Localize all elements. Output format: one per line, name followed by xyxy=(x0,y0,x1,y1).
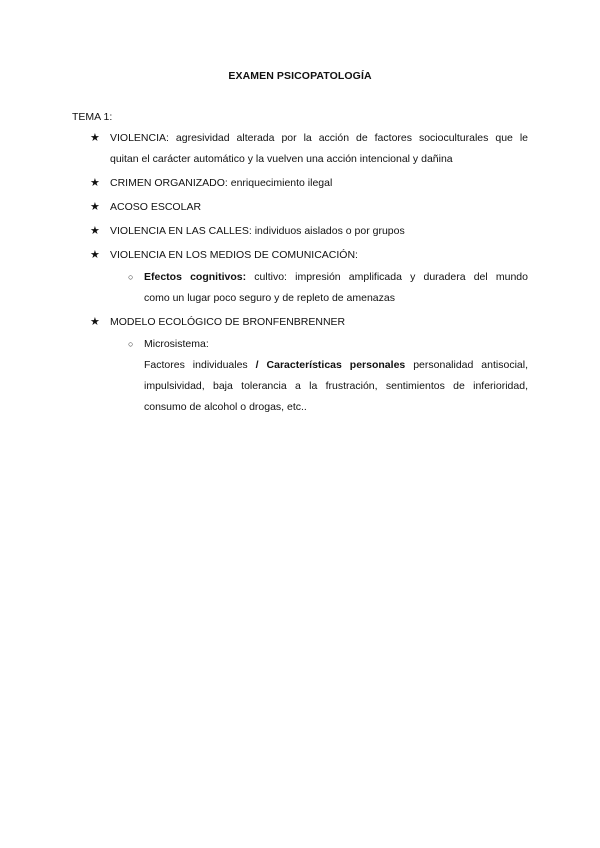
sub-item-bold-term: Efectos cognitivos: xyxy=(144,271,247,283)
sub-item-label: Microsistema: xyxy=(144,338,209,350)
sub-item-line: impulsividad, baja tolerancia a la frustración, sentimientos de inferioridad, xyxy=(144,380,528,392)
list-item-calles xyxy=(90,221,528,242)
list-item-text: VIOLENCIA EN LAS CALLES: individuos aislados o por grupos xyxy=(110,225,405,237)
list-item-medios xyxy=(90,245,528,309)
star-bullet-icon: ★ xyxy=(90,316,100,328)
sub-item-text: cultivo: impresión amplificada y duradera del mundo xyxy=(254,271,528,283)
list-item-bronfenbrenner xyxy=(90,312,528,418)
list-item-violencia xyxy=(90,128,528,170)
sub-item-text: personalidad antisocial, xyxy=(413,359,528,371)
list-item-acoso xyxy=(90,197,528,218)
sub-item-line: consumo de alcohol o drogas, etc.. xyxy=(144,401,307,413)
sub-item-line: como un lugar poco seguro y de repleto de amenazas xyxy=(144,292,395,304)
sub-item-efectos xyxy=(110,267,528,309)
star-bullet-icon: ★ xyxy=(90,177,100,189)
star-bullet-icon: ★ xyxy=(90,249,100,261)
sub-list xyxy=(110,267,528,309)
star-bullet-icon: ★ xyxy=(90,225,100,237)
list-item-text: CRIMEN ORGANIZADO: enriquecimiento ilegal xyxy=(110,177,333,189)
sub-item-text: Factores individuales xyxy=(144,359,248,371)
sub-item-microsistema xyxy=(110,334,528,418)
list-item-text: quitan el carácter automático y la vuelven una acción intencional y dañina xyxy=(110,153,453,165)
circle-bullet-icon: ○ xyxy=(128,339,134,349)
list-item-text: MODELO ECOLÓGICO DE BRONFENBRENNER xyxy=(110,316,346,328)
sub-list xyxy=(110,334,528,418)
sub-item-line xyxy=(144,355,528,376)
section-heading: TEMA 1: xyxy=(72,111,113,123)
list-item-text: ACOSO ESCOLAR xyxy=(110,201,202,213)
sub-item-bold-term: Características personales xyxy=(266,359,406,371)
list-item-text: VIOLENCIA: agresividad alterada por la acción de factores socioculturales que le xyxy=(110,132,528,144)
document-title: EXAMEN PSICOPATOLOGÍA xyxy=(228,70,372,82)
list-item-crimen xyxy=(90,173,528,194)
sub-item-separator: / xyxy=(255,359,259,371)
list-item-text: VIOLENCIA EN LOS MEDIOS DE COMUNICACIÓN: xyxy=(110,249,358,261)
star-bullet-icon: ★ xyxy=(90,201,100,213)
sub-item-line xyxy=(144,267,528,288)
circle-bullet-icon: ○ xyxy=(128,272,134,282)
topic-list xyxy=(90,128,528,421)
star-bullet-icon: ★ xyxy=(90,132,100,144)
